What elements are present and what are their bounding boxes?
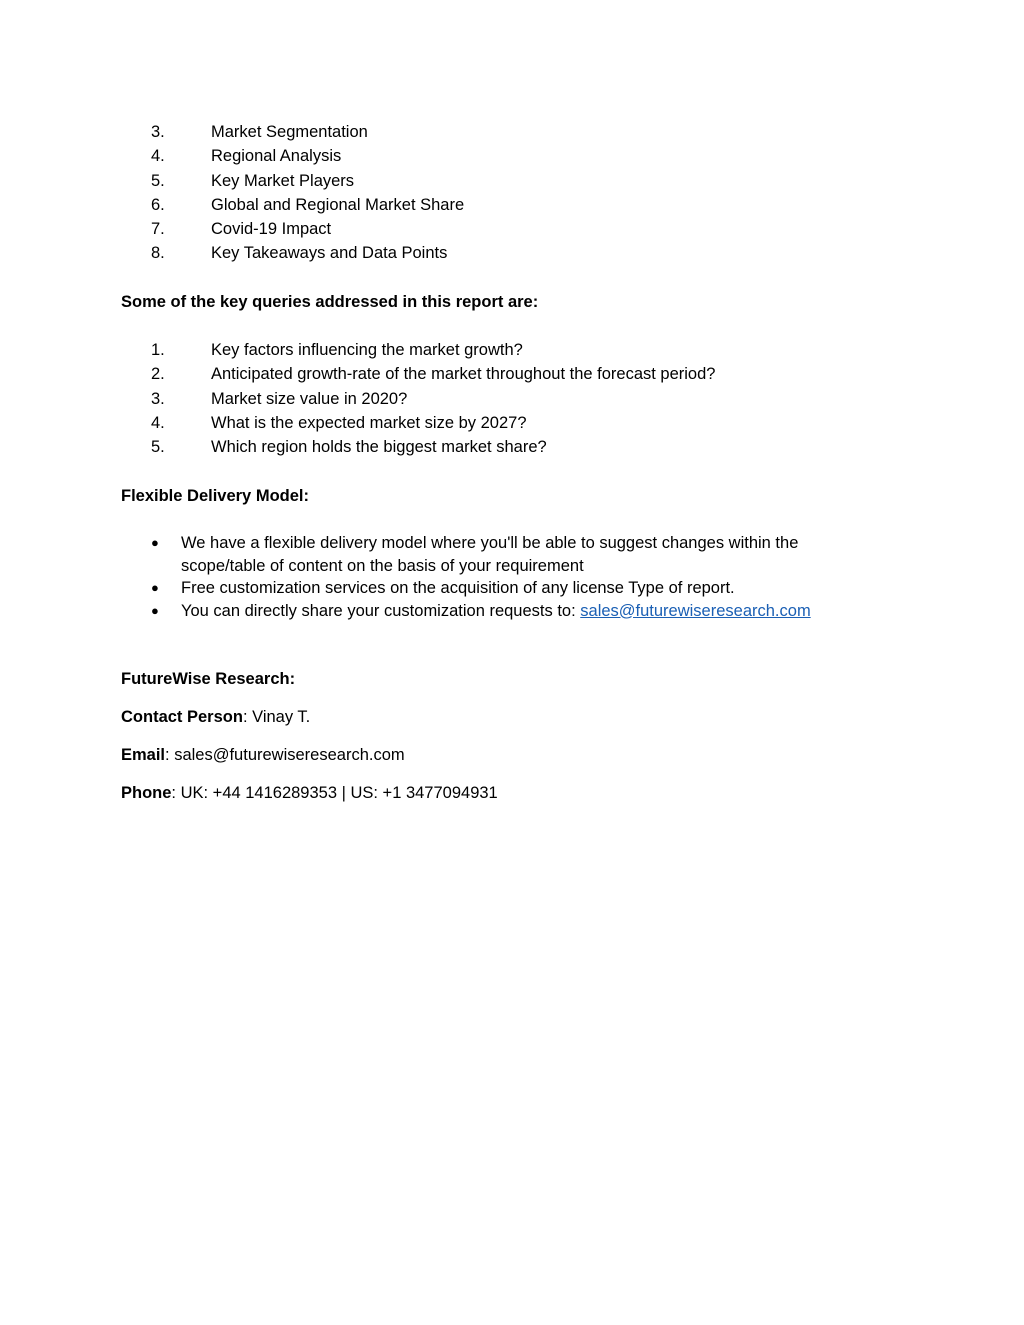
phone-value: : UK: +44 1416289353 | US: +1 3477094931 [171, 784, 498, 802]
list-item-text: Key Takeaways and Data Points [211, 244, 448, 263]
list-item-number: 8. [151, 244, 165, 263]
delivery-heading: Flexible Delivery Model: [121, 487, 309, 505]
list-item-text: Anticipated growth-rate of the market throughout the forecast period? [211, 365, 716, 384]
list-item [0, 600, 841, 623]
list-item-text: Market Segmentation [211, 123, 368, 141]
bullet-icon: ● [151, 535, 159, 550]
list-item-number: 3. [151, 389, 165, 408]
bullet-text: Free customization services on the acquisition of any license Type of report. [181, 579, 735, 597]
bullet-text: We have a flexible delivery model where you'll be able to suggest changes within the scope/table of content on the basis of your requirement [181, 534, 799, 575]
list-item-number: 4. [151, 147, 165, 166]
bullet-text-with-link [181, 600, 841, 623]
phone-line [121, 783, 498, 803]
queries-heading: Some of the key queries addressed in this report are: [121, 293, 539, 311]
list-item-number: 5. [151, 171, 165, 190]
list-item-number: 2. [151, 365, 165, 384]
email-label: Email [121, 746, 166, 764]
bullet-text: You can directly share your customization requests to: [181, 601, 581, 620]
list-item [0, 577, 841, 600]
list-item-text: Global and Regional Market Share [211, 195, 465, 214]
phone-label: Phone [121, 784, 172, 802]
list-item-number: 6. [151, 195, 165, 214]
list-item-number: 1. [151, 341, 165, 359]
list-item-text: Key factors influencing the market growth? [211, 341, 523, 359]
list-item-text: Key Market Players [211, 171, 355, 190]
list-item-text: Which region holds the biggest market share? [211, 438, 547, 457]
list-item-text: What is the expected market size by 2027? [211, 413, 527, 432]
delivery-bullet-list [0, 532, 841, 622]
list-item-text: Covid-19 Impact [211, 220, 332, 239]
sales-email-link[interactable]: sales@futurewiseresearch.com [580, 601, 811, 620]
contact-person-line [121, 707, 310, 727]
contact-person-value: : Vinay T. [242, 708, 311, 726]
list-item-number: 7. [151, 220, 165, 239]
company-heading: FutureWise Research: [121, 670, 296, 688]
list-item-text: Market size value in 2020? [211, 389, 408, 408]
list-item-text: Regional Analysis [211, 147, 342, 166]
email-value: : sales@futurewiseresearch.com [165, 746, 405, 764]
list-item-number: 4. [151, 413, 165, 432]
list-item-number: 3. [151, 123, 165, 141]
bullet-icon: ● [151, 602, 159, 618]
list-item-number: 5. [151, 438, 165, 457]
bullet-icon: ● [151, 580, 159, 595]
email-line [121, 745, 405, 765]
contact-person-label: Contact Person [121, 708, 243, 726]
list-item [0, 532, 841, 577]
